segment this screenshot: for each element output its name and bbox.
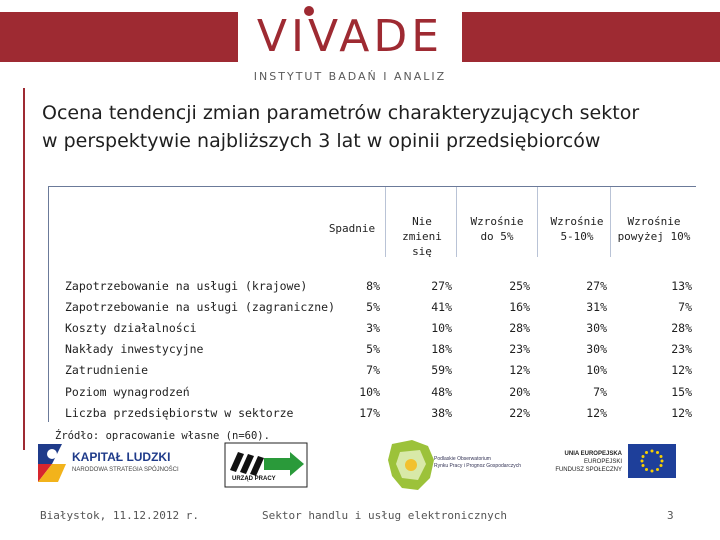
table-cell: 10% (431, 321, 452, 335)
kapital-ludzki-name: KAPITAŁ LUDZKI (72, 450, 171, 464)
table-cell: 12% (509, 363, 530, 377)
table-cell: 38% (431, 406, 452, 420)
table-cell: 10% (586, 363, 607, 377)
column-header-nie-zmieni: Nie zmieni się (402, 215, 442, 258)
table-cell: 20% (509, 385, 530, 399)
table-cell: 31% (586, 300, 607, 314)
row-label: Nakłady inwestycyjne (65, 342, 204, 356)
table-cell: 15% (671, 385, 692, 399)
table-cell: 59% (431, 363, 452, 377)
podlaskie-map-icon (384, 438, 440, 494)
row-label: Zapotrzebowanie na usługi (zagraniczne) (65, 300, 336, 314)
table-cell: 12% (671, 406, 692, 420)
left-accent-rule (23, 88, 25, 450)
page-number: 3 (667, 509, 674, 522)
podlaskie-obserwatorium-logo (384, 438, 534, 494)
eu-logo (550, 442, 680, 486)
table-cell: 17% (359, 406, 380, 420)
podlaskie-label: Podlaskie Obserwatorium Rynku Pracy i Prognoz Gospodarczych (434, 456, 521, 469)
kapital-ludzki-logo (36, 440, 206, 484)
row-label: Koszty działalności (65, 321, 197, 335)
table-cell: 16% (509, 300, 530, 314)
table-cell: 30% (586, 321, 607, 335)
table-cell: 48% (431, 385, 452, 399)
footer-date: Białystok, 11.12.2012 r. (40, 509, 199, 522)
row-label: Zatrudnienie (65, 363, 149, 377)
footer-subject: Sektor handlu i usług elektronicznych (262, 509, 508, 522)
column-header-spadnie: Spadnie (328, 222, 376, 235)
table-cell: 25% (509, 279, 530, 293)
header (0, 0, 720, 86)
company-subtitle: INSTYTUT BADAŃ I ANALIZ (253, 70, 447, 83)
table-cell: 23% (671, 342, 692, 356)
column-separator (537, 187, 538, 257)
column-header-powyzej-10: Wzrośnie powyżej 10% (617, 215, 691, 243)
kapital-ludzki-sub: NARODOWA STRATEGIA SPÓJNOŚCI (72, 467, 179, 473)
table-cell: 27% (586, 279, 607, 293)
urzad-pracy-logo (224, 442, 308, 490)
table-cell: 5% (366, 300, 380, 314)
table-cell: 5% (366, 342, 380, 356)
table-cell: 7% (366, 363, 380, 377)
table-cell: 12% (671, 363, 692, 377)
column-header-do-5: Wzrośnie do 5% (470, 215, 524, 243)
table-cell: 7% (593, 385, 607, 399)
table-cell: 3% (366, 321, 380, 335)
table-cell: 27% (431, 279, 452, 293)
urzad-pracy-name: URZĄD PRACY (232, 476, 276, 482)
column-header-5-10: Wzrośnie 5-10% (550, 215, 604, 243)
page-title (42, 99, 702, 155)
table-cell: 30% (586, 342, 607, 356)
eu-label: UNIA EUROPEJSKA EUROPEJSKI FUNDUSZ SPOŁECZNY (555, 451, 622, 473)
table-cell: 12% (586, 406, 607, 420)
table-cell: 10% (359, 385, 380, 399)
eu-flag-icon (628, 444, 676, 480)
row-label: Zapotrzebowanie na usługi (krajowe) (65, 279, 308, 293)
column-separator (610, 187, 611, 257)
title-line-2: w perspektywie najbliższych 3 lat w opinii przedsiębiorców (42, 130, 601, 152)
table-cell: 18% (431, 342, 452, 356)
row-label: Poziom wynagrodzeń (65, 385, 190, 399)
company-logo: VIVADE (256, 11, 444, 62)
column-separator (456, 187, 457, 257)
table-cell: 7% (678, 300, 692, 314)
table-cell: 13% (671, 279, 692, 293)
table-cell: 23% (509, 342, 530, 356)
table-cell: 28% (509, 321, 530, 335)
column-separator (385, 187, 386, 257)
table-cell: 41% (431, 300, 452, 314)
urzad-pracy-emblem-icon (224, 442, 308, 490)
table-cell: 22% (509, 406, 530, 420)
row-label: Liczba przedsiębiorstw w sektorze (65, 406, 294, 420)
title-line-1: Ocena tendencji zmian parametrów charakteryzujących sektor (42, 102, 640, 124)
source-note: Źródło: opracowanie własne (n=60). (55, 430, 270, 442)
table-cell: 8% (366, 279, 380, 293)
table-cell: 28% (671, 321, 692, 335)
